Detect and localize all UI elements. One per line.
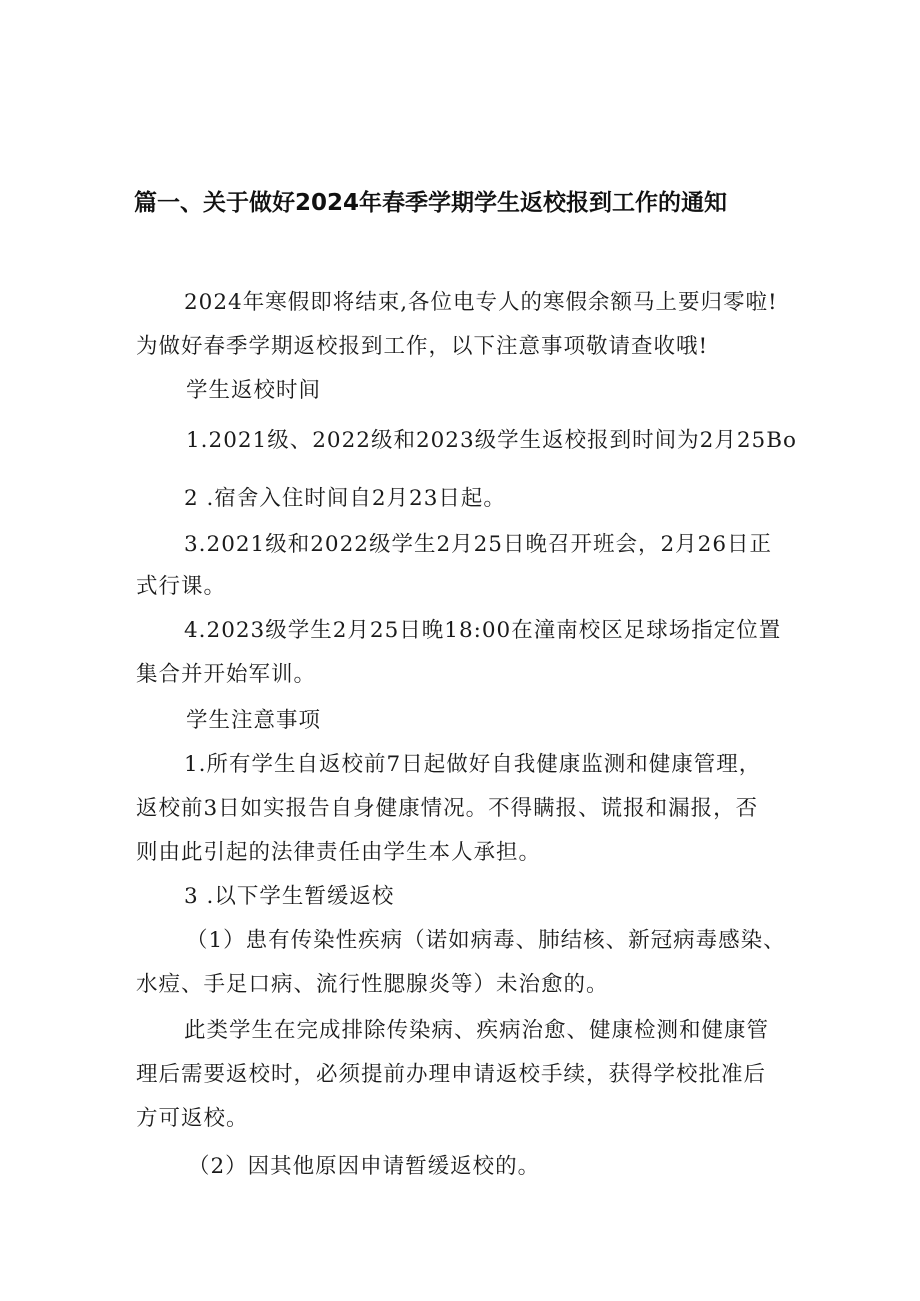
paragraph-line: 4.2023级学生2月25日晚18:00在潼南校区足球场指定位置 [184, 618, 782, 643]
paragraph-line: 1.所有学生自返校前7日起做好自我健康监测和健康管理， [184, 752, 762, 777]
paragraph-line: 3 .以下学生暂缓返校 [184, 884, 395, 909]
paragraph-line: （2）因其他原因申请暂缓返校的。 [188, 1154, 541, 1179]
paragraph-line: 水痘、手足口病、流行性腮腺炎等）未治愈的。 [136, 972, 609, 997]
paragraph-line: 1.2021级、2022级和2023级学生返校报到时间为2月25Bo [186, 428, 797, 453]
paragraph-line: 则由此引起的法律责任由学生本人承担。 [136, 840, 542, 865]
paragraph-line: 2 .宿舍入住时间自2月23日起。 [184, 486, 506, 511]
paragraph-line: （1）患有传染性疾病（诺如病毒、肺结核、新冠病毒感染、 [186, 928, 786, 953]
paragraph-line: 方可返校。 [136, 1106, 249, 1131]
paragraph-line: 返校前3日如实报告自身健康情况。不得瞒报、谎报和漏报，否 [136, 796, 759, 821]
paragraph-line: 为做好春季学期返校报到工作，以下注意事项敬请查收哦! [136, 334, 709, 359]
paragraph-line: 此类学生在完成排除传染病、疾病治愈、健康检测和健康管 [184, 1018, 770, 1043]
section-heading: 学生注意事项 [186, 708, 322, 733]
paragraph-line: 式行课。 [136, 574, 227, 599]
document-title: 篇一、关于做好2024年春季学期学生返校报到工作的通知 [134, 190, 728, 216]
section-heading: 学生返校时间 [186, 378, 322, 403]
paragraph-line: 集合并开始军训。 [136, 662, 317, 687]
paragraph-line: 3.2021级和2022级学生2月25日晚召开班会，2月26日正 [184, 532, 773, 557]
paragraph-line: 2024年寒假即将结束,各位电专人的寒假余额马上要归零啦! [184, 290, 778, 315]
paragraph-line: 理后需要返校时，必须提前办理申请返校手续，获得学校批准后 [136, 1062, 767, 1087]
